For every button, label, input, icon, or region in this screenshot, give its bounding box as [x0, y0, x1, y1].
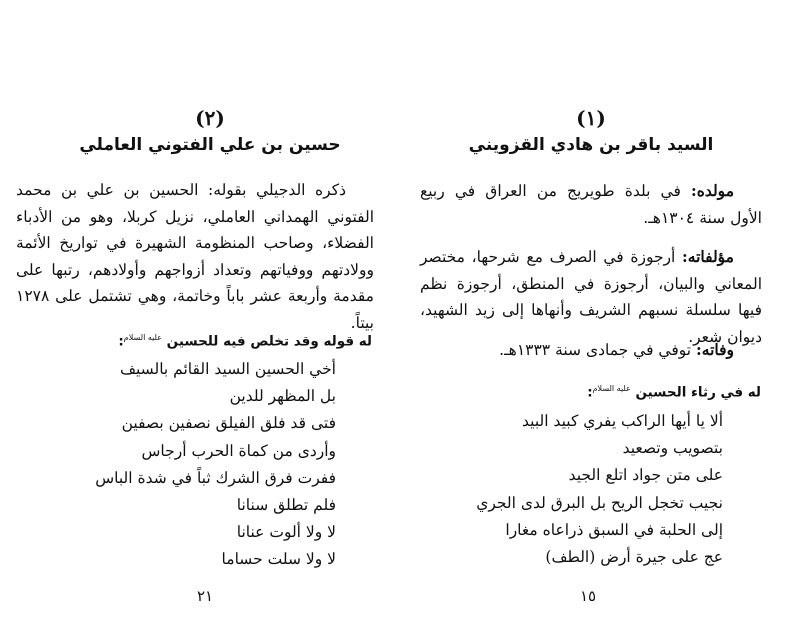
birth-label: مولده:: [690, 181, 734, 200]
poem-heading: [118, 333, 372, 350]
verse-line: أخي الحسين السيد القائم بالسيف: [119, 360, 336, 378]
verse-line: فتى قد فلق الفيلق نصفين بصفين: [121, 414, 336, 433]
verse-line: بتصويب وتصعيد: [622, 439, 723, 458]
works-paragraph: [420, 244, 762, 350]
birth-text: في بلدة طويريج من العراق في ربيع الأول سنة ١٣٠٤هـ.: [420, 182, 762, 227]
verse-line: فلم تطلق سنانا: [236, 496, 336, 515]
verse-line: على متن جواد اتلع الجيد: [568, 466, 723, 485]
poem-verses: [476, 408, 723, 571]
verse-line: لا ولا سلت حساما: [221, 550, 336, 569]
honorific: عليه السلام: [592, 384, 631, 393]
verse-line: عج على جيرة أرض (الطف): [545, 548, 723, 567]
works-text: أرجوزة في الصرف مع شرحها، مختصر المعاني والبيان، أرجوزة في المنطق، أرجوزة نظم فيها سلسلة نسبهم الشريف وأنهاها إلى زيد الشهيد، ديوان شعر.: [420, 248, 762, 346]
verse-line: ألا يا أيها الراكب يفري كبيد البيد: [522, 412, 723, 430]
verse-line: بل المظهر للدين: [229, 387, 336, 406]
right-page: [396, 0, 791, 639]
poem-heading: [587, 384, 761, 401]
death-label: وفاته:: [696, 340, 734, 359]
verse-line: ففرت فرق الشرك ثباً في شدة الباس: [95, 468, 336, 487]
bio-text: ذكره الدجيلي بقوله: الحسين بن علي بن محمد الفتوني الهمداني العاملي، نزيل كربلا، وهو من الأدباء الفضلاء، وصاحب المنظومة الشهيرة في تواريخ الأئمة وولادتهم ووفياتهم وتعداد أزواجهم وأولادهم، رتبها على مقدمة وأربعة عشر باباً وخاتمة، وهي تشتمل على ١٢٧٨ بيتاً.: [16, 181, 374, 332]
honorific: عليه السلام: [123, 333, 162, 342]
colon: :: [118, 333, 124, 350]
entry-title: السيد باقر بن هادي القزويني: [468, 135, 714, 155]
verse-line: إلى الحلبة في السبق ذراعاه مغارا: [505, 520, 723, 539]
birth-paragraph: [420, 178, 762, 231]
death-text: توفي في جمادى سنة ١٣٣٣هـ.: [499, 341, 692, 359]
poem-verses: [95, 356, 336, 574]
entry-number: (١): [576, 106, 606, 130]
poem-heading-text: له في رثاء الحسين: [635, 384, 761, 401]
verse-line: لا ولا ألوت عنانا: [236, 523, 336, 542]
page-number: ٢١: [196, 587, 214, 605]
poem-heading-text: له قوله وقد تخلص فيه للحسين: [166, 333, 372, 350]
page-number: ١٥: [579, 587, 597, 605]
colon: :: [587, 384, 593, 401]
verse-line: وأردى من كماة الحرب أرجاس: [141, 441, 336, 460]
entry-title: حسين بن علي الفتوني العاملي: [79, 135, 341, 155]
works-label: مؤلفاته:: [682, 247, 734, 266]
death-paragraph: [420, 337, 762, 364]
bio-paragraph: [16, 177, 374, 336]
verse-line: نجيب تخجل الريح بل البرق لدى الجري: [476, 493, 723, 512]
entry-number: (٢): [195, 106, 225, 130]
